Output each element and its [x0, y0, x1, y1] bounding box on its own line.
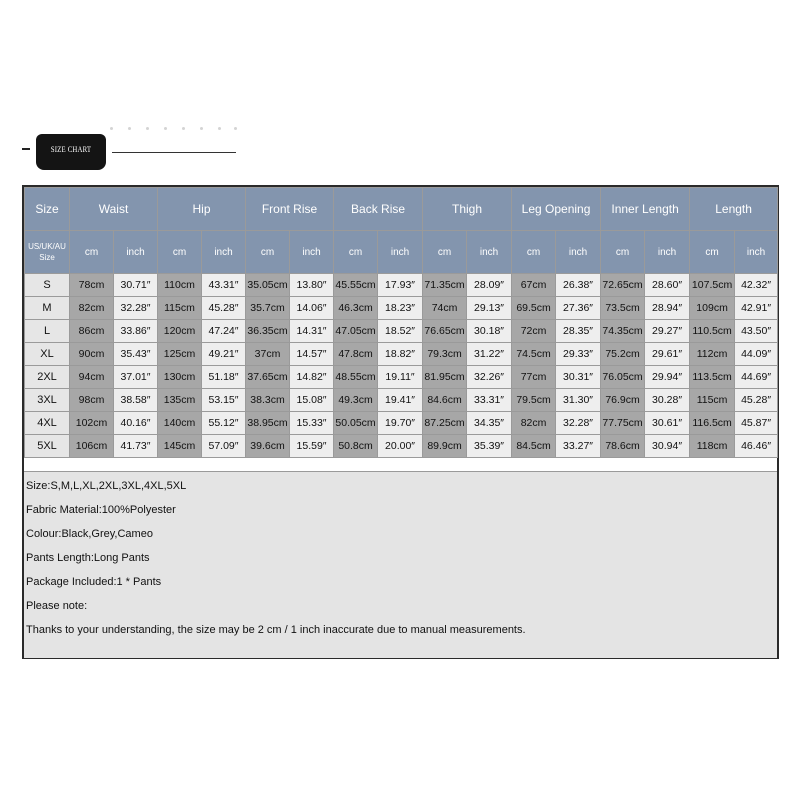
- cm-cell: 47.8cm: [334, 343, 378, 366]
- inch-cell: 33.31″: [467, 389, 512, 412]
- cm-cell: 37cm: [246, 343, 290, 366]
- cm-cell: 78cm: [70, 274, 114, 297]
- cm-cell: 47.05cm: [334, 320, 378, 343]
- table-row: [25, 274, 778, 297]
- unit-cm: cm: [512, 231, 556, 274]
- cm-cell: 69.5cm: [512, 297, 556, 320]
- inch-cell: 38.58″: [114, 389, 158, 412]
- inch-cell: 28.94″: [645, 297, 690, 320]
- inch-cell: 19.11″: [378, 366, 423, 389]
- unit-inch: inch: [735, 231, 778, 274]
- cm-cell: 76.05cm: [601, 366, 645, 389]
- table-row: [25, 412, 778, 435]
- inch-cell: 13.80″: [290, 274, 334, 297]
- cm-cell: 79.5cm: [512, 389, 556, 412]
- cm-cell: 67cm: [512, 274, 556, 297]
- cm-cell: 35.05cm: [246, 274, 290, 297]
- table-row: [25, 320, 778, 343]
- inch-cell: 31.22″: [467, 343, 512, 366]
- unit-cm: cm: [423, 231, 467, 274]
- cm-cell: 78.6cm: [601, 435, 645, 458]
- inch-cell: 18.52″: [378, 320, 423, 343]
- size-chart-frame: [22, 185, 779, 659]
- note-pants-length: Pants Length:Long Pants: [26, 552, 150, 564]
- column-header-waist: Waist: [70, 188, 158, 231]
- cm-cell: 79.3cm: [423, 343, 467, 366]
- inch-cell: 41.73″: [114, 435, 158, 458]
- product-notes: [24, 471, 777, 658]
- column-header-leg-opening: Leg Opening: [512, 188, 601, 231]
- size-chart-tab: [36, 134, 106, 170]
- inch-cell: 32.28″: [556, 412, 601, 435]
- unit-cm: cm: [70, 231, 114, 274]
- unit-cm: cm: [246, 231, 290, 274]
- inch-cell: 15.08″: [290, 389, 334, 412]
- cm-cell: 72cm: [512, 320, 556, 343]
- inch-cell: 35.39″: [467, 435, 512, 458]
- unit-inch: inch: [556, 231, 601, 274]
- inch-cell: 42.32″: [735, 274, 778, 297]
- unit-cm: cm: [690, 231, 735, 274]
- inch-cell: 19.41″: [378, 389, 423, 412]
- inch-cell: 37.01″: [114, 366, 158, 389]
- cm-cell: 107.5cm: [690, 274, 735, 297]
- cm-cell: 82cm: [512, 412, 556, 435]
- inch-cell: 30.94″: [645, 435, 690, 458]
- note-colour: Colour:Black,Grey,Cameo: [26, 528, 153, 540]
- inch-cell: 26.38″: [556, 274, 601, 297]
- inch-cell: 45.28″: [735, 389, 778, 412]
- note-disclaimer: Thanks to your understanding, the size may be 2 cm / 1 inch inaccurate due to manual measurements.: [26, 624, 526, 636]
- cm-cell: 39.6cm: [246, 435, 290, 458]
- unit-cm: cm: [334, 231, 378, 274]
- inch-cell: 55.12″: [202, 412, 246, 435]
- inch-cell: 47.24″: [202, 320, 246, 343]
- unit-cm: cm: [158, 231, 202, 274]
- header-rule: [112, 152, 236, 153]
- cm-cell: 116.5cm: [690, 412, 735, 435]
- cm-cell: 87.25cm: [423, 412, 467, 435]
- inch-cell: 46.46″: [735, 435, 778, 458]
- inch-cell: 31.30″: [556, 389, 601, 412]
- cm-cell: 84.5cm: [512, 435, 556, 458]
- inch-cell: 29.61″: [645, 343, 690, 366]
- table-body: [25, 274, 778, 458]
- column-header-size: Size: [25, 188, 70, 231]
- cm-cell: 38.3cm: [246, 389, 290, 412]
- inch-cell: 29.27″: [645, 320, 690, 343]
- table-row: [25, 389, 778, 412]
- cm-cell: 86cm: [70, 320, 114, 343]
- inch-cell: 40.16″: [114, 412, 158, 435]
- cm-cell: 73.5cm: [601, 297, 645, 320]
- inch-cell: 29.13″: [467, 297, 512, 320]
- size-table: [24, 187, 778, 458]
- unit-inch: inch: [290, 231, 334, 274]
- cm-cell: 94cm: [70, 366, 114, 389]
- note-please-note: Please note:: [26, 600, 88, 612]
- cm-cell: 36.35cm: [246, 320, 290, 343]
- size-cell: L: [25, 320, 70, 343]
- table-row: [25, 343, 778, 366]
- inch-cell: 19.70″: [378, 412, 423, 435]
- size-cell: S: [25, 274, 70, 297]
- inch-cell: 30.61″: [645, 412, 690, 435]
- unit-inch: inch: [378, 231, 423, 274]
- note-package: Package Included:1 * Pants: [26, 576, 162, 588]
- cm-cell: 50.8cm: [334, 435, 378, 458]
- inch-cell: 33.27″: [556, 435, 601, 458]
- size-cell: 3XL: [25, 389, 70, 412]
- size-cell: M: [25, 297, 70, 320]
- inch-cell: 18.23″: [378, 297, 423, 320]
- table-header-row: [25, 188, 778, 231]
- cm-cell: 140cm: [158, 412, 202, 435]
- cm-cell: 109cm: [690, 297, 735, 320]
- cm-cell: 45.55cm: [334, 274, 378, 297]
- inch-cell: 30.28″: [645, 389, 690, 412]
- cm-cell: 135cm: [158, 389, 202, 412]
- cm-cell: 118cm: [690, 435, 735, 458]
- inch-cell: 32.28″: [114, 297, 158, 320]
- inch-cell: 28.35″: [556, 320, 601, 343]
- cm-cell: 37.65cm: [246, 366, 290, 389]
- inch-cell: 44.09″: [735, 343, 778, 366]
- unit-inch: inch: [467, 231, 512, 274]
- inch-cell: 27.36″: [556, 297, 601, 320]
- inch-cell: 44.69″: [735, 366, 778, 389]
- cm-cell: 110.5cm: [690, 320, 735, 343]
- cm-cell: 46.3cm: [334, 297, 378, 320]
- inch-cell: 42.91″: [735, 297, 778, 320]
- inch-cell: 17.93″: [378, 274, 423, 297]
- column-header-back-rise: Back Rise: [334, 188, 423, 231]
- cm-cell: 98cm: [70, 389, 114, 412]
- inch-cell: 20.00″: [378, 435, 423, 458]
- note-fabric: Fabric Material:100%Polyester: [26, 504, 176, 516]
- column-header-front-rise: Front Rise: [246, 188, 334, 231]
- cm-cell: 106cm: [70, 435, 114, 458]
- cm-cell: 74.35cm: [601, 320, 645, 343]
- inch-cell: 35.43″: [114, 343, 158, 366]
- cm-cell: 71.35cm: [423, 274, 467, 297]
- cm-cell: 110cm: [158, 274, 202, 297]
- cm-cell: 102cm: [70, 412, 114, 435]
- inch-cell: 45.87″: [735, 412, 778, 435]
- inch-cell: 28.60″: [645, 274, 690, 297]
- column-header-length: Length: [690, 188, 778, 231]
- cm-cell: 90cm: [70, 343, 114, 366]
- inch-cell: 29.33″: [556, 343, 601, 366]
- inch-cell: 49.21″: [202, 343, 246, 366]
- region-size-label: US/UK/AU Size: [25, 231, 70, 274]
- cm-cell: 89.9cm: [423, 435, 467, 458]
- inch-cell: 14.31″: [290, 320, 334, 343]
- cm-cell: 76.65cm: [423, 320, 467, 343]
- column-header-inner-length: Inner Length: [601, 188, 690, 231]
- inch-cell: 14.82″: [290, 366, 334, 389]
- inch-cell: 28.09″: [467, 274, 512, 297]
- inch-cell: 29.94″: [645, 366, 690, 389]
- size-chart-title: SIZE CHART: [50, 145, 92, 154]
- cm-cell: 77.75cm: [601, 412, 645, 435]
- table-unit-row: [25, 231, 778, 274]
- cm-cell: 113.5cm: [690, 366, 735, 389]
- cm-cell: 74.5cm: [512, 343, 556, 366]
- cm-cell: 125cm: [158, 343, 202, 366]
- cm-cell: 74cm: [423, 297, 467, 320]
- cm-cell: 38.95cm: [246, 412, 290, 435]
- cm-cell: 76.9cm: [601, 389, 645, 412]
- inch-cell: 30.71″: [114, 274, 158, 297]
- inch-cell: 18.82″: [378, 343, 423, 366]
- unit-inch: inch: [645, 231, 690, 274]
- cm-cell: 145cm: [158, 435, 202, 458]
- unit-cm: cm: [601, 231, 645, 274]
- inch-cell: 14.57″: [290, 343, 334, 366]
- inch-cell: 34.35″: [467, 412, 512, 435]
- cm-cell: 112cm: [690, 343, 735, 366]
- size-cell: 5XL: [25, 435, 70, 458]
- cm-cell: 77cm: [512, 366, 556, 389]
- inch-cell: 32.26″: [467, 366, 512, 389]
- table-row: [25, 435, 778, 458]
- column-header-hip: Hip: [158, 188, 246, 231]
- cm-cell: 120cm: [158, 320, 202, 343]
- cm-cell: 82cm: [70, 297, 114, 320]
- cm-cell: 115cm: [158, 297, 202, 320]
- unit-inch: inch: [114, 231, 158, 274]
- inch-cell: 43.31″: [202, 274, 246, 297]
- inch-cell: 51.18″: [202, 366, 246, 389]
- inch-cell: 14.06″: [290, 297, 334, 320]
- inch-cell: 15.33″: [290, 412, 334, 435]
- inch-cell: 30.31″: [556, 366, 601, 389]
- size-cell: 4XL: [25, 412, 70, 435]
- inch-cell: 15.59″: [290, 435, 334, 458]
- table-row: [25, 297, 778, 320]
- inch-cell: 30.18″: [467, 320, 512, 343]
- table-row: [25, 366, 778, 389]
- cm-cell: 35.7cm: [246, 297, 290, 320]
- cm-cell: 50.05cm: [334, 412, 378, 435]
- unit-inch: inch: [202, 231, 246, 274]
- note-sizes: Size:S,M,L,XL,2XL,3XL,4XL,5XL: [26, 480, 187, 492]
- cm-cell: 72.65cm: [601, 274, 645, 297]
- cm-cell: 48.55cm: [334, 366, 378, 389]
- cm-cell: 75.2cm: [601, 343, 645, 366]
- inch-cell: 33.86″: [114, 320, 158, 343]
- inch-cell: 45.28″: [202, 297, 246, 320]
- size-cell: XL: [25, 343, 70, 366]
- cm-cell: 49.3cm: [334, 389, 378, 412]
- inch-cell: 57.09″: [202, 435, 246, 458]
- column-header-thigh: Thigh: [423, 188, 512, 231]
- cm-cell: 115cm: [690, 389, 735, 412]
- header-dots: [110, 127, 240, 131]
- cm-cell: 81.95cm: [423, 366, 467, 389]
- size-cell: 2XL: [25, 366, 70, 389]
- header-tick: [22, 148, 30, 150]
- cm-cell: 84.6cm: [423, 389, 467, 412]
- inch-cell: 53.15″: [202, 389, 246, 412]
- cm-cell: 130cm: [158, 366, 202, 389]
- inch-cell: 43.50″: [735, 320, 778, 343]
